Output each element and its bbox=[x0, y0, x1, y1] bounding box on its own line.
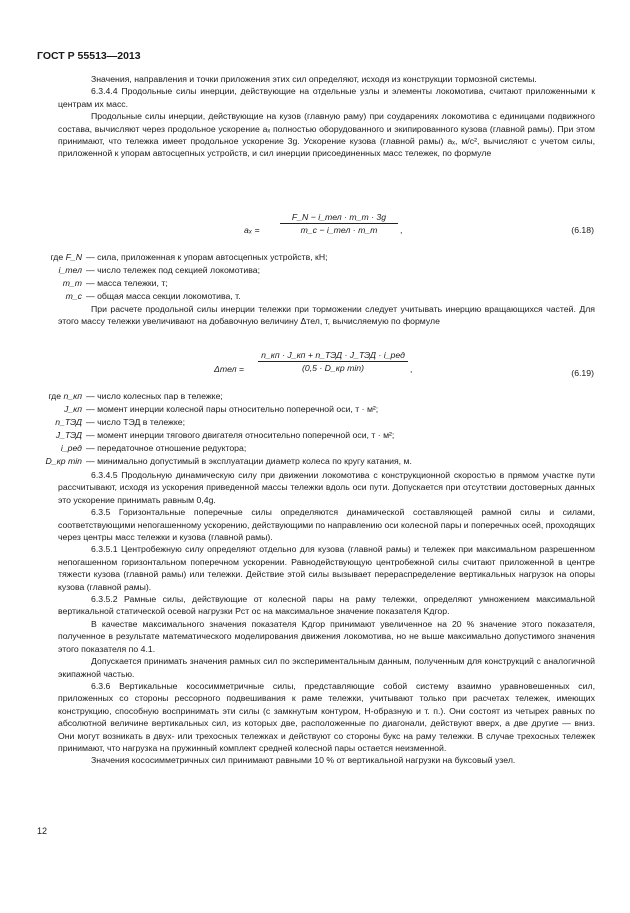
definition-row bbox=[30, 429, 412, 442]
def-text: — момент инерции тягового двигателя относительно поперечной оси, т · м²; bbox=[86, 430, 395, 440]
definition-row bbox=[30, 442, 412, 455]
def-text: — масса тележки, т; bbox=[86, 278, 168, 288]
definition-row bbox=[30, 416, 412, 429]
def-text: — общая масса секции локомотива, т. bbox=[86, 291, 241, 301]
definition-row bbox=[30, 455, 412, 468]
paragraph: 6.3.5.1 Центробежную силу определяют отдельно для кузова (главной рамы) и тележек при максимальном разрешенном непогашенном горизонтальном поперечном ускорении. Равнодействующую центробежной силы считают приложенной в центре тяжести кузова (главной рамы) или тележки. Действие этой силы вызывает перераспределение вертикальных нагрузок на опоры кузова (главной рамы). bbox=[58, 544, 595, 592]
document-header: ГОСТ Р 55513—2013 bbox=[37, 50, 141, 62]
def-text: — момент инерции колесной пары относительно поперечной оси, т · м²; bbox=[86, 404, 379, 414]
top-section bbox=[58, 73, 595, 160]
eq-lhs: aₓ = bbox=[244, 225, 260, 235]
eq-numerator: F_N − i_тел · m_т · 3g bbox=[291, 212, 387, 222]
def-symbol: J_кп bbox=[63, 404, 82, 414]
paragraph: В качестве максимального значения показателя Kдгор принимают увеличенное на 20 % значение этого показателя, полученное в результате математического моделирования движения локомотива, но не выше максимально допустимого значения этого показателя по 4.1. bbox=[58, 618, 595, 654]
def-text: — сила, приложенная к упорам автосцепных устройств, кН; bbox=[86, 252, 328, 262]
def-symbol: m_т bbox=[62, 278, 82, 288]
definitions-list bbox=[30, 390, 412, 468]
definition-row bbox=[30, 264, 328, 277]
equation-number: (6.19) bbox=[571, 368, 594, 378]
middle-section bbox=[58, 303, 595, 328]
definition-row bbox=[30, 403, 412, 416]
eq-denominator: m_с − i_тел · m_т bbox=[300, 225, 378, 235]
def-text: — минимально допустимый в эксплуатации диаметр колеса по кругу катания, м. bbox=[86, 456, 412, 466]
paragraph: Допускается принимать значения рамных сил по экспериментальным данным, полученным для конструкций с аналогичной экипажной частью. bbox=[58, 656, 595, 679]
paragraph: 6.3.5 Горизонтальные поперечные силы определяются динамической составляющей рамной силы и силами, соответствующими непогашенному ускорению, действующими по направлению оси колесной пары и поперечных осей, проходящих через центры масс тележки и кузова (главной рамы). bbox=[58, 507, 595, 543]
paragraph: 6.3.6 Вертикальные кососимметричные силы, представляющие собой систему взаимно уравновешенных сил, приложенных со стороны рессорного подвешивания к раме тележки, учитывают только при расчетах тележек, имеющих конструкцию, способную воспринимать эти силы (с замкнутым контуром, Н-образную и т. п.). Они состоят из четырех равных по абсолютной величине вертикальных сил, из которых две, расположенные по диагонали, действуют вверх, а две другие — вниз. Они могут возникать в двух- или трехосных тележках и действуют со стороны букс на раму тележки. В случае трехосных тележек принимают, что нагрузка на пружинный комплект средней колесной пары остается неизменной. bbox=[58, 680, 595, 753]
def-symbol: i_ред bbox=[60, 443, 82, 453]
eq-fraction bbox=[280, 212, 398, 235]
eq-numerator: n_кп · J_кп + n_ТЭД · J_ТЭД · i_ред bbox=[261, 350, 405, 360]
def-symbol: i_тел bbox=[58, 265, 82, 275]
definition-row bbox=[30, 390, 412, 403]
def-text: — число колесных пар в тележке; bbox=[86, 391, 223, 401]
paragraph: Продольные силы инерции, действующие на кузов (главную раму) при соударениях локомотива с единицами подвижного состава, вычисляют через продольное ускорение aₓ полностью оборудованного и экипированного кузова (главной рамы). При этом принимают, что тележка имеет продольное ускорение 3g. Ускорение кузова (главной рамы) aₓ, м/с², вычисляют с учетом силы, приложенной к упорам автосцепных устройств, и сил инерции присоединенных масс тележек, по формуле bbox=[58, 111, 595, 159]
paragraph: При расчете продольной силы инерции тележки при торможении следует учитывать инерцию вращающихся частей. Для этого массу тележки увеличивают на добавочную величину Δтел, т, вычисляемую по формуле bbox=[58, 304, 595, 327]
def-symbol: J_ТЭД bbox=[55, 430, 82, 440]
def-symbol: m_с bbox=[65, 291, 82, 301]
def-symbol: D_кр min bbox=[45, 456, 82, 466]
equation-number: (6.18) bbox=[571, 225, 594, 235]
def-text: — передаточное отношение редуктора; bbox=[86, 443, 247, 453]
eq-tail: , bbox=[410, 364, 413, 374]
definition-row bbox=[30, 251, 328, 264]
paragraph: 6.3.5.2 Рамные силы, действующие от колесной пары на раму тележки, определяют умножением максимальной вертикальной статической осевой нагрузки Pст ос на максимальное значение показателя Kдгор. bbox=[58, 594, 595, 617]
def-text: — число тележек под секцией локомотива; bbox=[86, 265, 260, 275]
paragraph: 6.3.4.5 Продольную динамическую силу при движении локомотива с конструкционной скоростью в прямом участке пути рассчитывают, исходя из ускорения приведенной массы тележки вдоль оси пути. Допускается при отсутствии достоверных данных это ускорение принимать равным 0,4g. bbox=[58, 470, 595, 505]
bottom-section bbox=[58, 469, 595, 767]
eq-tail: , bbox=[400, 225, 403, 235]
def-symbol: где n_кп bbox=[48, 391, 82, 401]
paragraph: Значения кососимметричных сил принимают равными 10 % от вертикальной нагрузки на буксовый узел. bbox=[91, 755, 516, 766]
eq-fraction bbox=[258, 350, 408, 373]
def-symbol: где F_N bbox=[50, 252, 82, 262]
definitions-list bbox=[30, 251, 328, 303]
page-number: 12 bbox=[37, 826, 48, 836]
eq-lhs: Δтел = bbox=[214, 364, 244, 374]
def-text: — число ТЭД в тележке; bbox=[86, 417, 186, 427]
paragraph: 6.3.4.4 Продольные силы инерции, действующие на отдельные узлы и элементы локомотива, считают приложенными к центрам их масс. bbox=[58, 86, 595, 109]
definition-row bbox=[30, 290, 328, 303]
def-symbol: n_ТЭД bbox=[55, 417, 82, 427]
paragraph: Значения, направления и точки приложения этих сил определяют, исходя из конструкции тормозной системы. bbox=[91, 74, 537, 84]
definition-row bbox=[30, 277, 328, 290]
eq-denominator: (0,5 · D_кр min) bbox=[301, 363, 365, 373]
